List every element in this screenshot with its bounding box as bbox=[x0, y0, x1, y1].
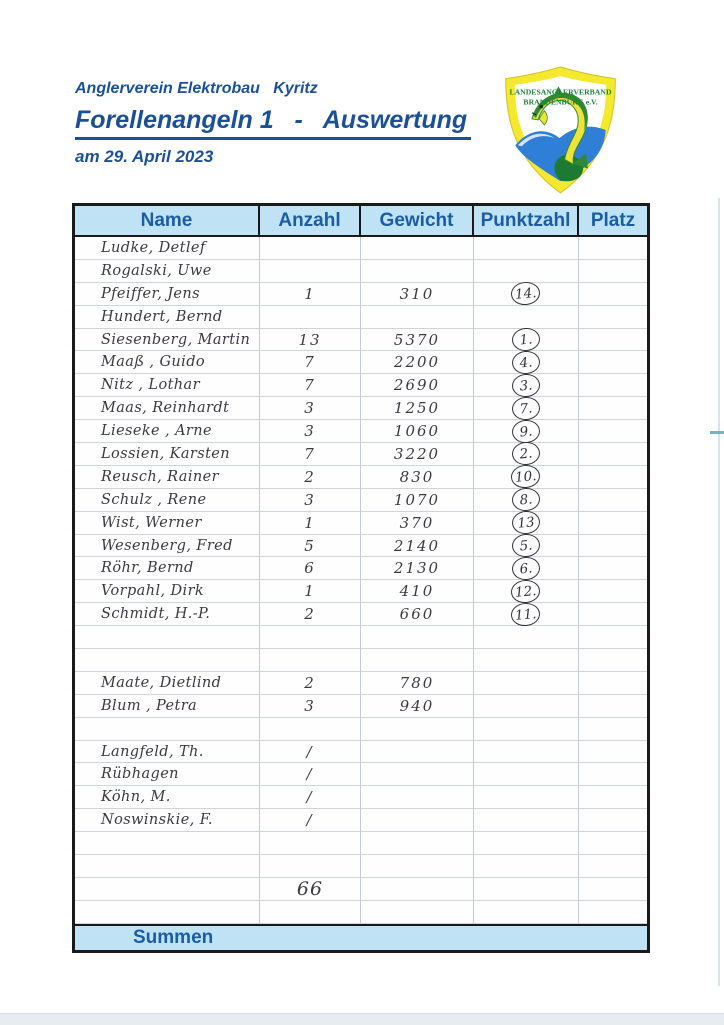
table-row bbox=[75, 672, 647, 695]
cell-platz bbox=[579, 809, 647, 832]
cell-platz bbox=[579, 489, 647, 512]
rank-circle: 11. bbox=[510, 601, 541, 626]
cell-platz bbox=[579, 741, 647, 764]
cell-platz bbox=[579, 260, 647, 283]
column-header-anzahl: Anzahl bbox=[260, 206, 361, 235]
cell-gewicht bbox=[361, 237, 474, 260]
table-header-row bbox=[75, 206, 647, 237]
cell-platz bbox=[579, 649, 647, 672]
cell-anzahl: 2 bbox=[260, 672, 361, 695]
cell-name bbox=[75, 832, 260, 855]
cell-punkt bbox=[474, 535, 579, 558]
table-row bbox=[75, 855, 647, 878]
table-body bbox=[75, 237, 647, 924]
cell-anzahl: / bbox=[260, 763, 361, 786]
cell-gewicht: 2140 bbox=[361, 535, 474, 558]
cell-platz bbox=[579, 443, 647, 466]
cell-platz bbox=[579, 580, 647, 603]
cell-platz bbox=[579, 763, 647, 786]
logo-text-line1: LANDESANGLERVERBAND bbox=[509, 87, 612, 97]
cell-punkt bbox=[474, 329, 579, 352]
cell-gewicht bbox=[361, 809, 474, 832]
cell-platz bbox=[579, 855, 647, 878]
cell-name: Nitz , Lothar bbox=[75, 374, 260, 397]
cell-gewicht: 3220 bbox=[361, 443, 474, 466]
cell-name bbox=[75, 718, 260, 741]
cell-platz bbox=[579, 420, 647, 443]
cell-anzahl bbox=[260, 718, 361, 741]
cell-name: Reusch, Rainer bbox=[75, 466, 260, 489]
cell-anzahl bbox=[260, 901, 361, 924]
cell-gewicht bbox=[361, 741, 474, 764]
cell-gewicht: 1060 bbox=[361, 420, 474, 443]
cell-anzahl: 3 bbox=[260, 397, 361, 420]
cell-name: Rogalski, Uwe bbox=[75, 260, 260, 283]
cell-punkt bbox=[474, 695, 579, 718]
rank-circle: 4. bbox=[511, 350, 541, 375]
cell-name: Schmidt, H.-P. bbox=[75, 603, 260, 626]
rank-circle: 13 bbox=[511, 510, 541, 535]
cell-platz bbox=[579, 786, 647, 809]
cell-name: Maate, Dietlind bbox=[75, 672, 260, 695]
cell-punkt bbox=[474, 260, 579, 283]
cell-gewicht: 780 bbox=[361, 672, 474, 695]
table-row bbox=[75, 443, 647, 466]
cell-gewicht: 2130 bbox=[361, 557, 474, 580]
cell-name: Pfeiffer, Jens bbox=[75, 283, 260, 306]
table-row bbox=[75, 237, 647, 260]
cell-gewicht bbox=[361, 306, 474, 329]
cell-gewicht bbox=[361, 855, 474, 878]
cell-gewicht bbox=[361, 901, 474, 924]
rank-circle: 1. bbox=[511, 327, 541, 352]
cell-anzahl: 2 bbox=[260, 603, 361, 626]
cell-gewicht: 5370 bbox=[361, 329, 474, 352]
column-header-platz: Platz bbox=[590, 209, 636, 231]
cell-name bbox=[75, 626, 260, 649]
cell-name bbox=[75, 878, 260, 901]
cell-platz bbox=[579, 374, 647, 397]
table-row bbox=[75, 763, 647, 786]
cell-punkt bbox=[474, 901, 579, 924]
summen-label: Summen bbox=[133, 926, 214, 948]
cell-name: Maas, Reinhardt bbox=[75, 397, 260, 420]
cell-anzahl: 7 bbox=[260, 351, 361, 374]
cell-name bbox=[75, 901, 260, 924]
cell-name: Köhn, M. bbox=[75, 786, 260, 809]
cell-name: Schulz , Rene bbox=[75, 489, 260, 512]
cell-anzahl: 5 bbox=[260, 535, 361, 558]
table-row bbox=[75, 535, 647, 558]
cell-anzahl: 3 bbox=[260, 695, 361, 718]
rank-circle: 5. bbox=[511, 533, 541, 558]
rank-circle: 2. bbox=[511, 441, 541, 466]
cell-anzahl bbox=[260, 832, 361, 855]
cell-punkt bbox=[474, 283, 579, 306]
cell-platz bbox=[579, 557, 647, 580]
cell-punkt bbox=[474, 672, 579, 695]
cell-punkt bbox=[474, 557, 579, 580]
club-name-line: Anglerverein Elektrobau Kyritz bbox=[75, 80, 318, 97]
cell-punkt bbox=[474, 580, 579, 603]
cell-gewicht: 2200 bbox=[361, 351, 474, 374]
cell-gewicht bbox=[361, 878, 474, 901]
cell-anzahl: 7 bbox=[260, 374, 361, 397]
cell-gewicht: 660 bbox=[361, 603, 474, 626]
cell-anzahl bbox=[260, 649, 361, 672]
cell-platz bbox=[579, 466, 647, 489]
cell-platz bbox=[579, 237, 647, 260]
cell-platz bbox=[579, 603, 647, 626]
cell-punkt bbox=[474, 786, 579, 809]
cell-platz bbox=[579, 329, 647, 352]
cell-punkt bbox=[474, 603, 579, 626]
column-header-name: Name bbox=[75, 206, 260, 235]
cell-platz bbox=[579, 306, 647, 329]
cell-punkt bbox=[474, 489, 579, 512]
cell-name: Noswinskie, F. bbox=[75, 809, 260, 832]
table-row bbox=[75, 489, 647, 512]
rank-circle: 12. bbox=[510, 579, 541, 604]
cell-name: Siesenberg, Martin bbox=[75, 329, 260, 352]
cell-gewicht bbox=[361, 763, 474, 786]
table-row bbox=[75, 329, 647, 352]
cell-platz bbox=[579, 535, 647, 558]
cell-name: Vorpahl, Dirk bbox=[75, 580, 260, 603]
cell-gewicht bbox=[361, 786, 474, 809]
table-row bbox=[75, 809, 647, 832]
rank-circle: 10. bbox=[510, 464, 541, 489]
cell-anzahl: / bbox=[260, 741, 361, 764]
cell-platz bbox=[579, 512, 647, 535]
cell-anzahl: 3 bbox=[260, 489, 361, 512]
table-row bbox=[75, 603, 647, 626]
cell-name: Wist, Werner bbox=[75, 512, 260, 535]
cell-platz bbox=[579, 351, 647, 374]
cell-gewicht: 1070 bbox=[361, 489, 474, 512]
cell-name: Wesenberg, Fred bbox=[75, 535, 260, 558]
cell-punkt bbox=[474, 832, 579, 855]
cell-name bbox=[75, 855, 260, 878]
table-row bbox=[75, 397, 647, 420]
cell-platz bbox=[579, 878, 647, 901]
cell-gewicht: 370 bbox=[361, 512, 474, 535]
rank-circle: 3. bbox=[511, 373, 541, 398]
summen-row bbox=[75, 924, 647, 950]
cell-name: Langfeld, Th. bbox=[75, 741, 260, 764]
cell-anzahl: 2 bbox=[260, 466, 361, 489]
cell-name: Lieseke , Arne bbox=[75, 420, 260, 443]
cell-anzahl: 7 bbox=[260, 443, 361, 466]
table-row bbox=[75, 626, 647, 649]
table-row bbox=[75, 260, 647, 283]
cell-punkt bbox=[474, 512, 579, 535]
table-row bbox=[75, 466, 647, 489]
cell-punkt bbox=[474, 741, 579, 764]
cell-anzahl: / bbox=[260, 786, 361, 809]
cell-punkt bbox=[474, 855, 579, 878]
cell-anzahl: / bbox=[260, 809, 361, 832]
table-row bbox=[75, 649, 647, 672]
column-header-punktzahl: Punktzahl bbox=[474, 206, 579, 235]
cell-punkt bbox=[474, 718, 579, 741]
table-row bbox=[75, 420, 647, 443]
cell-punkt bbox=[474, 763, 579, 786]
cell-anzahl bbox=[260, 626, 361, 649]
rank-circle: 9. bbox=[511, 418, 541, 443]
table-row bbox=[75, 901, 647, 924]
cell-anzahl: 3 bbox=[260, 420, 361, 443]
cell-gewicht: 940 bbox=[361, 695, 474, 718]
cell-name: Blum , Petra bbox=[75, 695, 260, 718]
rank-circle: 6. bbox=[511, 556, 541, 581]
cell-name: Röhr, Bernd bbox=[75, 557, 260, 580]
rank-circle: 14. bbox=[510, 281, 541, 306]
table-row bbox=[75, 580, 647, 603]
table-row bbox=[75, 786, 647, 809]
cell-name: Hundert, Bernd bbox=[75, 306, 260, 329]
cell-platz bbox=[579, 626, 647, 649]
landesanglerverband-logo bbox=[496, 64, 626, 196]
table-row bbox=[75, 374, 647, 397]
cell-anzahl: 66 bbox=[260, 878, 361, 901]
cell-anzahl bbox=[260, 855, 361, 878]
cell-platz bbox=[579, 695, 647, 718]
cell-gewicht: 410 bbox=[361, 580, 474, 603]
cell-punkt bbox=[474, 237, 579, 260]
table-row bbox=[75, 283, 647, 306]
cell-punkt bbox=[474, 649, 579, 672]
table-row bbox=[75, 695, 647, 718]
cell-name bbox=[75, 649, 260, 672]
cell-platz bbox=[579, 397, 647, 420]
column-header-gewicht: Gewicht bbox=[361, 206, 474, 235]
cell-platz bbox=[579, 672, 647, 695]
table-row bbox=[75, 878, 647, 901]
table-row bbox=[75, 741, 647, 764]
results-table bbox=[72, 203, 650, 953]
cell-gewicht bbox=[361, 260, 474, 283]
cell-anzahl: 1 bbox=[260, 512, 361, 535]
cell-platz bbox=[579, 718, 647, 741]
cell-gewicht bbox=[361, 718, 474, 741]
logo-text-line2: BRANDENBURG e.V. bbox=[523, 97, 598, 107]
cell-platz bbox=[579, 832, 647, 855]
table-row bbox=[75, 512, 647, 535]
rank-circle: 7. bbox=[511, 396, 541, 421]
cell-punkt bbox=[474, 443, 579, 466]
cell-platz bbox=[579, 283, 647, 306]
scan-bottom-strip bbox=[0, 1013, 724, 1025]
table-row bbox=[75, 351, 647, 374]
cell-name: Maaß , Guido bbox=[75, 351, 260, 374]
cell-name: Ludke, Detlef bbox=[75, 237, 260, 260]
cell-punkt bbox=[474, 306, 579, 329]
table-row bbox=[75, 306, 647, 329]
cell-punkt bbox=[474, 466, 579, 489]
cell-punkt bbox=[474, 351, 579, 374]
cell-gewicht: 1250 bbox=[361, 397, 474, 420]
cell-anzahl: 1 bbox=[260, 580, 361, 603]
cell-punkt bbox=[474, 397, 579, 420]
cell-anzahl bbox=[260, 260, 361, 283]
table-row bbox=[75, 557, 647, 580]
cell-gewicht bbox=[361, 626, 474, 649]
cell-anzahl: 6 bbox=[260, 557, 361, 580]
table-row bbox=[75, 718, 647, 741]
cell-name: Lossien, Karsten bbox=[75, 443, 260, 466]
cell-punkt bbox=[474, 374, 579, 397]
cell-anzahl: 13 bbox=[260, 329, 361, 352]
cell-anzahl bbox=[260, 306, 361, 329]
scan-edge-tick bbox=[710, 431, 724, 434]
cell-platz bbox=[579, 901, 647, 924]
cell-anzahl: 1 bbox=[260, 283, 361, 306]
cell-gewicht bbox=[361, 832, 474, 855]
cell-gewicht bbox=[361, 649, 474, 672]
cell-name: Rübhagen bbox=[75, 763, 260, 786]
cell-punkt bbox=[474, 626, 579, 649]
page-title: Forellenangeln 1 - Auswertung bbox=[75, 106, 471, 140]
cell-gewicht: 310 bbox=[361, 283, 474, 306]
cell-anzahl bbox=[260, 237, 361, 260]
event-date: am 29. April 2023 bbox=[75, 147, 214, 166]
table-row bbox=[75, 832, 647, 855]
cell-punkt bbox=[474, 878, 579, 901]
rank-circle: 8. bbox=[511, 487, 541, 512]
cell-gewicht: 830 bbox=[361, 466, 474, 489]
cell-punkt bbox=[474, 420, 579, 443]
cell-punkt bbox=[474, 809, 579, 832]
cell-gewicht: 2690 bbox=[361, 374, 474, 397]
scan-edge-line bbox=[718, 198, 720, 986]
